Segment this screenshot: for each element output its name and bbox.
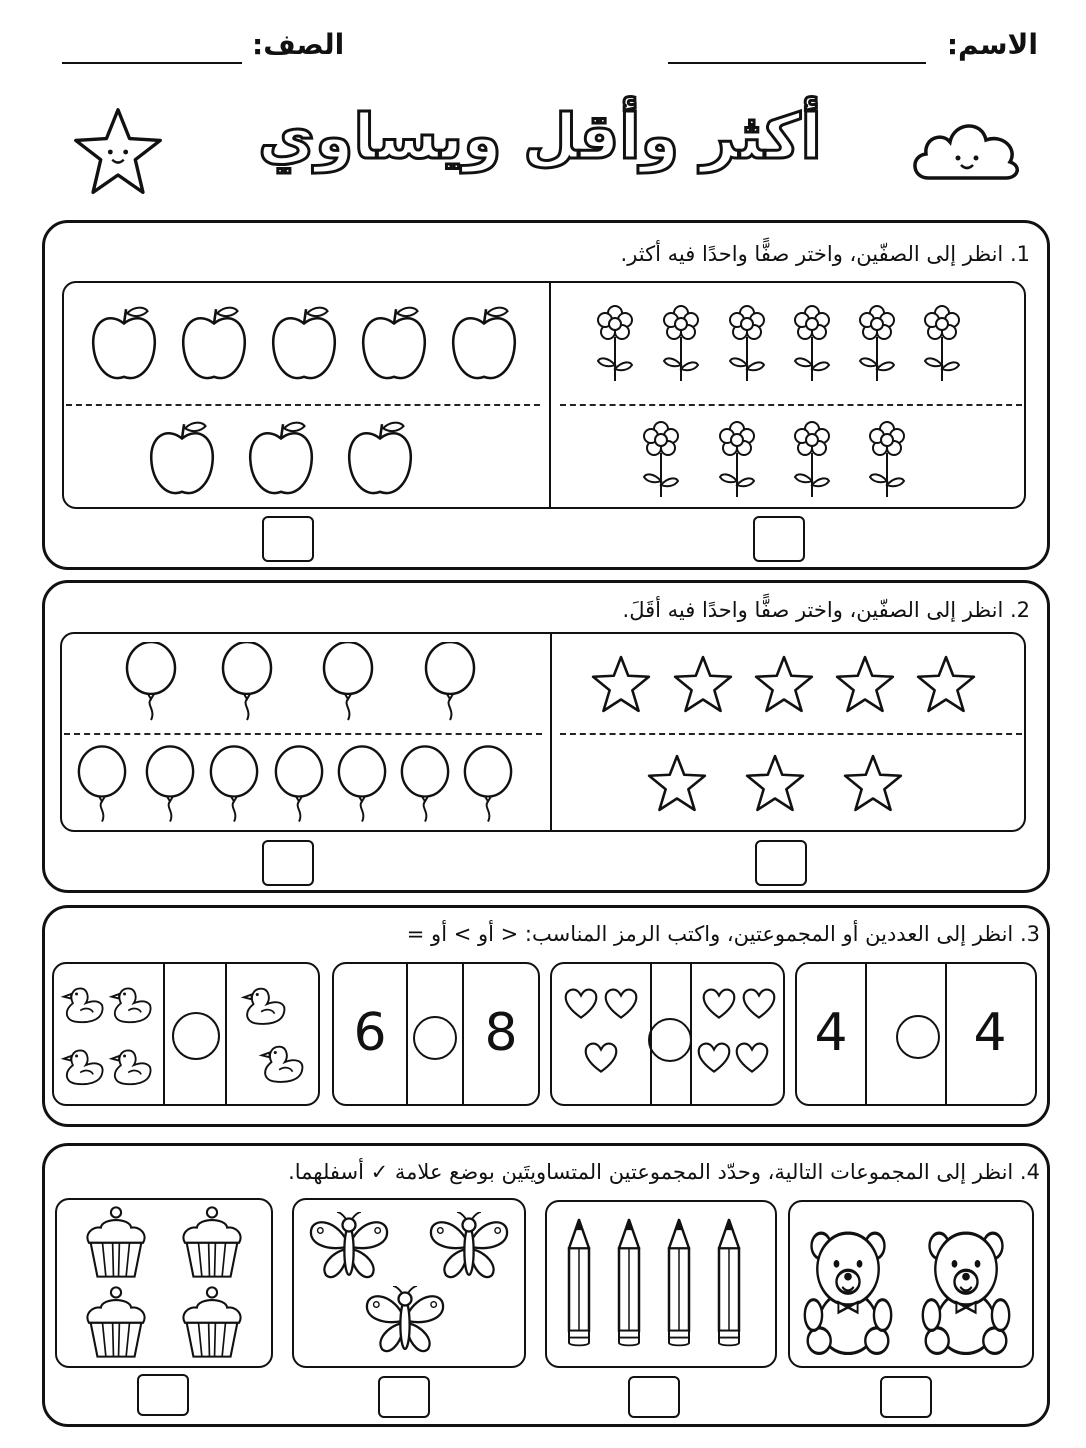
duck-icon <box>60 984 106 1026</box>
name-input-line[interactable] <box>668 62 926 64</box>
heart-icon <box>604 988 638 1020</box>
flower-icon <box>656 302 706 384</box>
star-decoration-icon <box>70 104 166 200</box>
flower-icon <box>787 302 837 384</box>
apple-icon <box>245 418 317 500</box>
compare-answer-circle[interactable] <box>413 1016 457 1060</box>
question-4-answer-box-butterflies[interactable] <box>378 1376 430 1418</box>
duck-icon <box>108 984 154 1026</box>
flower-icon <box>787 418 837 500</box>
star-icon <box>646 752 708 814</box>
cloud-decoration-icon <box>910 112 1022 182</box>
heart-icon <box>584 1042 618 1074</box>
pencil-icon <box>714 1218 744 1348</box>
apple-icon <box>448 303 520 385</box>
apple-icon <box>358 303 430 385</box>
apple-icon <box>88 303 160 385</box>
class-label: الصف: <box>252 28 345 61</box>
question-2-right-answer-box[interactable] <box>755 840 807 886</box>
star-icon <box>590 653 652 715</box>
question-2-left-answer-box[interactable] <box>262 840 314 886</box>
star-icon <box>915 653 977 715</box>
butterfly-icon <box>426 1212 512 1286</box>
pencil-icon <box>664 1218 694 1348</box>
balloon-icon <box>462 745 514 825</box>
apple-icon <box>268 303 340 385</box>
compare-divider <box>865 963 867 1105</box>
teddy-bear-icon <box>918 1228 1014 1356</box>
star-icon <box>834 653 896 715</box>
compare-answer-circle[interactable] <box>896 1015 940 1059</box>
compare-divider <box>225 963 227 1105</box>
pencil-icon <box>614 1218 644 1348</box>
star-icon <box>842 752 904 814</box>
class-input-line[interactable] <box>62 62 242 64</box>
heart-icon <box>742 988 776 1020</box>
flower-icon <box>722 302 772 384</box>
balloon-icon <box>124 642 178 722</box>
flower-icon <box>590 302 640 384</box>
apple-icon <box>146 418 218 500</box>
question-4-answer-box-pencils[interactable] <box>628 1376 680 1418</box>
teddy-bear-icon <box>800 1228 896 1356</box>
question-3-text: 3. انظر إلى العددين أو المجموعتين، واكتب الرمز المناسب: < أو > أو = <box>406 922 1040 946</box>
duck-icon <box>258 1042 306 1086</box>
butterfly-icon <box>306 1212 392 1286</box>
heart-icon <box>564 988 598 1020</box>
cupcake-icon <box>82 1204 150 1280</box>
compare-answer-circle[interactable] <box>172 1012 220 1060</box>
pencil-icon <box>564 1218 594 1348</box>
flower-icon <box>917 302 967 384</box>
question-1-text: 1. انظر إلى الصفّين، واختر صفًّا واحدًا فيه أكثر. <box>620 242 1030 266</box>
balloon-icon <box>336 745 388 825</box>
row-dashed-divider <box>560 733 1022 735</box>
flower-icon <box>862 418 912 500</box>
flower-icon <box>636 418 686 500</box>
cupcake-icon <box>178 1204 246 1280</box>
balloon-icon <box>208 745 260 825</box>
compare-number-right: 4 <box>973 1003 1007 1063</box>
question-4-text: 4. انظر إلى المجموعات التالية، وحدّد المجموعتين المتساويتَين بوضع علامة ✓ أسفلهما. <box>288 1160 1040 1184</box>
compare-number-left: 4 <box>814 1003 848 1063</box>
page-title: أكثر وأقل ويساوي <box>258 100 822 173</box>
duck-icon <box>240 984 288 1028</box>
cupcake-icon <box>178 1284 246 1360</box>
row-dashed-divider <box>66 404 540 406</box>
compare-number-right: 8 <box>484 1003 518 1063</box>
question-4-answer-box-cupcakes[interactable] <box>137 1374 189 1416</box>
balloon-icon <box>144 745 196 825</box>
flower-icon <box>712 418 762 500</box>
balloon-icon <box>220 642 274 722</box>
row-dashed-divider <box>64 733 542 735</box>
star-icon <box>672 653 734 715</box>
compare-number-left: 6 <box>353 1003 387 1063</box>
compare-divider <box>406 963 408 1105</box>
apple-icon <box>178 303 250 385</box>
panel-divider <box>550 633 552 831</box>
compare-divider <box>163 963 165 1105</box>
duck-icon <box>108 1046 154 1088</box>
question-4-answer-box-teddy-bears[interactable] <box>880 1376 932 1418</box>
row-dashed-divider <box>560 404 1022 406</box>
heart-icon <box>697 1042 731 1074</box>
balloon-icon <box>423 642 477 722</box>
butterfly-icon <box>362 1286 448 1360</box>
flower-icon <box>852 302 902 384</box>
star-icon <box>744 752 806 814</box>
cupcake-icon <box>82 1284 150 1360</box>
balloon-icon <box>273 745 325 825</box>
balloon-icon <box>76 745 128 825</box>
duck-icon <box>60 1046 106 1088</box>
question-1-left-answer-box[interactable] <box>262 516 314 562</box>
heart-icon <box>702 988 736 1020</box>
question-1-right-answer-box[interactable] <box>753 516 805 562</box>
name-label: الاسم: <box>946 28 1038 61</box>
apple-icon <box>344 418 416 500</box>
heart-icon <box>735 1042 769 1074</box>
panel-divider <box>549 282 551 508</box>
compare-answer-circle[interactable] <box>648 1018 692 1062</box>
star-icon <box>753 653 815 715</box>
balloon-icon <box>399 745 451 825</box>
balloon-icon <box>321 642 375 722</box>
question-2-text: 2. انظر إلى الصفّين، واختر صفًّا واحدًا فيه أقَلَ. <box>622 598 1030 622</box>
